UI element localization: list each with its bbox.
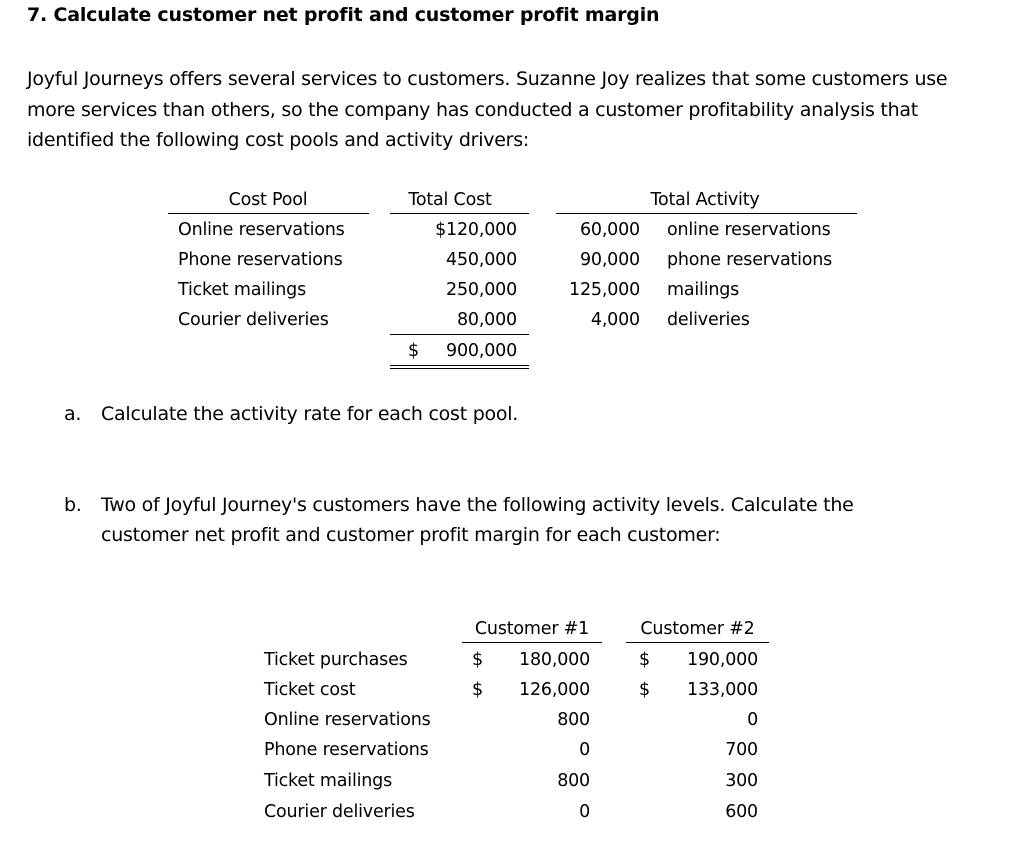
c1-ticket-mailings: 800	[557, 771, 590, 791]
problem-title: 7. Calculate customer net profit and customer profit margin	[27, 4, 660, 26]
c2-courier-deliveries: 600	[725, 802, 758, 822]
row-label-courier-deliveries: Courier deliveries	[264, 802, 415, 822]
row-label-ticket-mailings: Ticket mailings	[264, 771, 393, 791]
c1-sym-ticket-cost: $	[472, 680, 483, 700]
total-double-underline-1	[390, 365, 529, 366]
c2-ticket-mailings: 300	[725, 771, 758, 791]
row-pool-phone: Phone reservations	[178, 250, 343, 270]
c1-sym-ticket-purchases: $	[472, 650, 483, 670]
c2-sym-ticket-purchases: $	[639, 650, 650, 670]
header-underline-customer-2	[626, 642, 769, 643]
row-qty-online: 60,000	[579, 220, 640, 240]
row-pool-online: Online reservations	[178, 220, 345, 240]
row-label-phone-reservations: Phone reservations	[264, 740, 429, 760]
row-cost-phone: 450,000	[446, 250, 517, 270]
header-cost-pool: Cost Pool	[228, 190, 308, 210]
header-underline-customer-1	[462, 642, 602, 643]
total-cost-value: 900,000	[446, 341, 517, 361]
row-label-ticket-purchases: Ticket purchases	[264, 650, 408, 670]
row-cost-online: $120,000	[435, 220, 517, 240]
question-a-label: a.	[64, 403, 82, 425]
c2-ticket-purchases: 190,000	[687, 650, 758, 670]
row-pool-courier: Courier deliveries	[178, 310, 329, 330]
row-cost-mailings: 250,000	[446, 280, 517, 300]
row-qty-mailings: 125,000	[569, 280, 640, 300]
question-a-text: Calculate the activity rate for each cost pool.	[101, 403, 519, 425]
c1-online-reservations: 800	[557, 710, 590, 730]
c1-ticket-purchases: 180,000	[519, 650, 590, 670]
c1-ticket-cost: 126,000	[519, 680, 590, 700]
row-label-ticket-cost: Ticket cost	[264, 680, 356, 700]
header-total-cost: Total Cost	[408, 190, 492, 210]
c2-sym-ticket-cost: $	[639, 680, 650, 700]
c2-ticket-cost: 133,000	[687, 680, 758, 700]
row-qty-courier: 4,000	[590, 310, 640, 330]
row-cost-courier: 80,000	[456, 310, 517, 330]
total-dollar-sign: $	[408, 341, 419, 361]
row-unit-phone: phone reservations	[667, 250, 833, 270]
header-total-activity: Total Activity	[650, 190, 760, 210]
header-underline-cost	[390, 213, 529, 214]
row-qty-phone: 90,000	[579, 250, 640, 270]
total-double-underline-2	[390, 368, 529, 369]
c1-courier-deliveries: 0	[579, 802, 590, 822]
c2-phone-reservations: 700	[725, 740, 758, 760]
question-b-line1: Two of Joyful Journey's customers have the following activity levels. Calculate the	[101, 494, 854, 516]
c2-online-reservations: 0	[747, 710, 758, 730]
row-label-online-reservations: Online reservations	[264, 710, 431, 730]
header-underline-pool	[168, 213, 369, 214]
row-unit-mailings: mailings	[667, 280, 740, 300]
total-underline	[390, 334, 529, 335]
row-pool-mailings: Ticket mailings	[178, 280, 307, 300]
question-b-label: b.	[64, 494, 82, 516]
c1-phone-reservations: 0	[579, 740, 590, 760]
row-unit-courier: deliveries	[667, 310, 750, 330]
row-unit-online: online reservations	[667, 220, 831, 240]
header-customer-2: Customer #2	[640, 619, 755, 639]
header-customer-1: Customer #1	[474, 619, 590, 639]
problem-intro: Joyful Journeys offers several services to customers. Suzanne Joy realizes that some customers use more services than others, so the company has conducted a customer profitability analysis that identified the following cost pools and activity drivers:	[27, 68, 948, 151]
header-underline-activity	[556, 213, 857, 214]
question-b-line2: customer net profit and customer profit margin for each customer:	[101, 524, 721, 546]
